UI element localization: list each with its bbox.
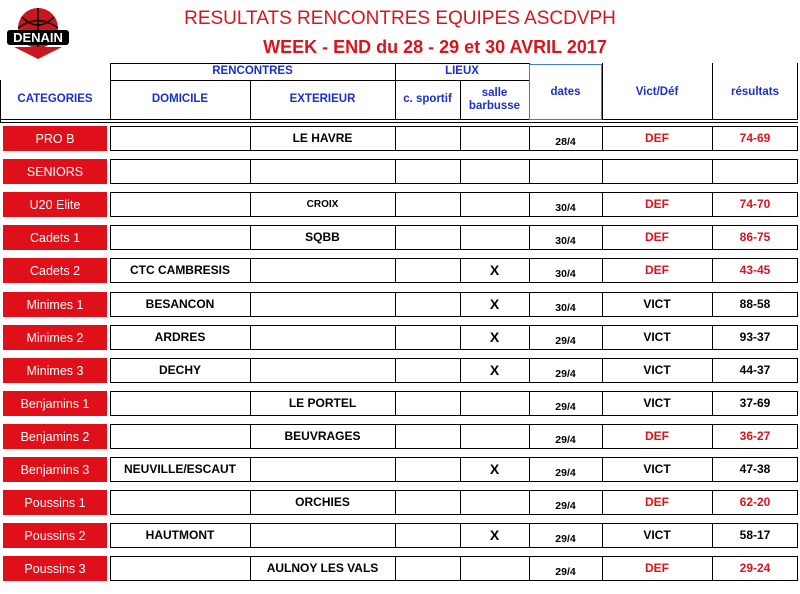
- cell-domicile: [110, 159, 250, 183]
- cell-resultat: 88-58: [739, 297, 771, 311]
- cell-domicile: [110, 424, 250, 448]
- grid-hline: [110, 580, 798, 581]
- cell-date: 30/4: [555, 235, 576, 247]
- cell-resultat: 43-45: [739, 263, 771, 277]
- cell-c-sportif: [395, 292, 460, 316]
- cell-salle-barbusse: [460, 391, 529, 415]
- club-logo: [4, 3, 72, 61]
- cell-salle-barbusse: [460, 192, 529, 216]
- cell-c-sportif: [395, 126, 460, 150]
- header-c-sportif: c. sportif: [403, 93, 452, 105]
- category-label: Cadets 2: [3, 258, 107, 283]
- category-label: Benjamins 2: [3, 424, 107, 449]
- cell-exterieur: BEUVRAGES: [284, 429, 361, 443]
- cell-salle-barbusse: [460, 490, 529, 514]
- grid-hline: [0, 122, 798, 123]
- grid-hline: [110, 514, 798, 515]
- cell-c-sportif: [395, 556, 460, 580]
- cell-date: 29/4: [555, 401, 576, 413]
- header-resultats: résultats: [731, 85, 779, 98]
- cell-vict-def: VICT: [643, 528, 671, 542]
- cell-salle-barbusse: X: [489, 362, 500, 378]
- cell-exterieur: AULNOY LES VALS: [266, 561, 379, 575]
- cell-resultat: 36-27: [739, 429, 771, 443]
- cell-vict-def: DEF: [645, 561, 669, 575]
- cell-exterieur: SQBB: [305, 230, 340, 244]
- category-label: Poussins 3: [3, 556, 107, 581]
- cell-domicile: CTC CAMBRESIS: [129, 263, 230, 277]
- cell-salle-barbusse: X: [489, 296, 500, 312]
- cell-salle-barbusse: [460, 556, 529, 580]
- cell-domicile: DECHY: [158, 363, 201, 377]
- cell-vict-def: DEF: [645, 230, 669, 244]
- cell-date: 29/4: [555, 467, 576, 479]
- cell-c-sportif: [395, 258, 460, 282]
- category-label: Minimes 1: [3, 292, 107, 317]
- header-lieux: LIEUX: [445, 65, 479, 77]
- grid-hline: [110, 316, 798, 317]
- cell-c-sportif: [395, 457, 460, 481]
- grid-hline: [110, 282, 798, 283]
- cell-domicile: [110, 490, 250, 514]
- cell-vict-def: [602, 159, 712, 183]
- cell-domicile: [110, 126, 250, 150]
- cell-date: 30/4: [555, 268, 576, 280]
- grid-hline: [110, 547, 798, 548]
- cell-c-sportif: [395, 523, 460, 547]
- cell-domicile: NEUVILLE/ESCAUT: [123, 462, 236, 476]
- grid-hline: [110, 216, 798, 217]
- cell-vict-def: VICT: [643, 297, 671, 311]
- category-label: U20 Elite: [3, 192, 107, 217]
- cell-resultat: 58-17: [739, 528, 771, 542]
- grid-hline: [110, 183, 798, 184]
- header-salle-barbusse: salle barbusse: [468, 86, 521, 112]
- cell-vict-def: VICT: [643, 462, 671, 476]
- category-label: Poussins 2: [3, 523, 107, 548]
- cell-resultat: 93-37: [739, 330, 771, 344]
- cell-resultat: [712, 159, 798, 183]
- cell-date: 29/4: [555, 533, 576, 545]
- cell-resultat: 86-75: [739, 230, 771, 244]
- cell-resultat: 62-20: [739, 495, 771, 509]
- cell-domicile: [110, 391, 250, 415]
- cell-exterieur: [250, 159, 395, 183]
- cell-exterieur: LE PORTEL: [288, 396, 357, 410]
- cell-c-sportif: [395, 391, 460, 415]
- cell-c-sportif: [395, 192, 460, 216]
- cell-date: 30/4: [555, 302, 576, 314]
- grid-hline: [110, 481, 798, 482]
- cell-date: 29/4: [555, 566, 576, 578]
- cell-domicile: [110, 192, 250, 216]
- category-label: Minimes 3: [3, 358, 107, 383]
- cell-exterieur: [250, 523, 395, 547]
- cell-salle-barbusse: [460, 126, 529, 150]
- category-label: Cadets 1: [3, 225, 107, 250]
- cell-salle-barbusse: X: [489, 461, 500, 477]
- cell-c-sportif: [395, 225, 460, 249]
- cell-vict-def: VICT: [643, 396, 671, 410]
- cell-c-sportif: [395, 358, 460, 382]
- page-title: RESULTATS RENCONTRES EQUIPES ASCDVPH: [184, 8, 616, 29]
- category-label: PRO B: [3, 126, 107, 151]
- category-label: Benjamins 1: [3, 391, 107, 416]
- cell-vict-def: DEF: [645, 429, 669, 443]
- cell-resultat: 44-37: [739, 363, 771, 377]
- category-label: Minimes 2: [3, 325, 107, 350]
- cell-domicile: ARDRES: [154, 330, 206, 344]
- cell-date: 30/4: [555, 202, 576, 214]
- cell-exterieur: CROIX: [306, 198, 339, 210]
- cell-resultat: 29-24: [739, 561, 771, 575]
- cell-date: [529, 163, 602, 187]
- grid-hline: [110, 448, 798, 449]
- grid-hline: [110, 249, 798, 250]
- cell-domicile: [110, 556, 250, 580]
- cell-resultat: 37-69: [739, 396, 771, 410]
- cell-exterieur: [250, 358, 395, 382]
- cell-date: 28/4: [555, 136, 576, 148]
- category-label: Poussins 1: [3, 490, 107, 515]
- grid-hline: [110, 382, 798, 383]
- cell-c-sportif: [395, 424, 460, 448]
- category-label: SENIORS: [3, 159, 107, 184]
- cell-c-sportif: [395, 159, 460, 183]
- cell-date: 29/4: [555, 335, 576, 347]
- cell-salle-barbusse: X: [489, 329, 500, 345]
- cell-date: 29/4: [555, 368, 576, 380]
- cell-c-sportif: [395, 325, 460, 349]
- cell-domicile: [110, 225, 250, 249]
- header-domicile: DOMICILE: [151, 93, 209, 105]
- grid-hline: [110, 150, 798, 151]
- cell-exterieur: [250, 292, 395, 316]
- header-rencontres: RENCONTRES: [212, 65, 293, 77]
- cell-date: 29/4: [555, 434, 576, 446]
- header-vict-def: Vict/Déf: [635, 85, 679, 98]
- header-dates: dates: [550, 85, 581, 98]
- header-categories: CATEGORIES: [17, 93, 93, 105]
- cell-vict-def: DEF: [645, 263, 669, 277]
- cell-resultat: 74-69: [739, 131, 771, 145]
- grid-hline: [110, 349, 798, 350]
- cell-salle-barbusse: [460, 225, 529, 249]
- cell-exterieur: [250, 325, 395, 349]
- cell-vict-def: DEF: [645, 495, 669, 509]
- cell-vict-def: DEF: [645, 197, 669, 211]
- cell-salle-barbusse: X: [489, 262, 500, 278]
- cell-salle-barbusse: X: [489, 527, 500, 543]
- logo-text: DENAIN: [13, 30, 63, 45]
- header-exterieur: EXTERIEUR: [289, 93, 356, 105]
- cell-salle-barbusse: [460, 424, 529, 448]
- grid-hline: [110, 415, 798, 416]
- cell-exterieur: ORCHIES: [295, 495, 350, 509]
- cell-domicile: HAUTMONT: [145, 528, 215, 542]
- category-label: Benjamins 3: [3, 457, 107, 482]
- cell-salle-barbusse: [460, 159, 529, 183]
- cell-vict-def: VICT: [643, 330, 671, 344]
- cell-exterieur: [250, 457, 395, 481]
- cell-resultat: 74-70: [739, 197, 771, 211]
- cell-vict-def: DEF: [645, 131, 669, 145]
- cell-domicile: BESANCON: [145, 297, 215, 311]
- cell-resultat: 47-38: [739, 462, 771, 476]
- cell-vict-def: VICT: [643, 363, 671, 377]
- cell-exterieur: [250, 258, 395, 282]
- cell-date: 29/4: [555, 500, 576, 512]
- cell-c-sportif: [395, 490, 460, 514]
- cell-exterieur: LE HAVRE: [292, 131, 353, 145]
- page-subtitle: WEEK - END du 28 - 29 et 30 AVRIL 2017: [263, 37, 607, 57]
